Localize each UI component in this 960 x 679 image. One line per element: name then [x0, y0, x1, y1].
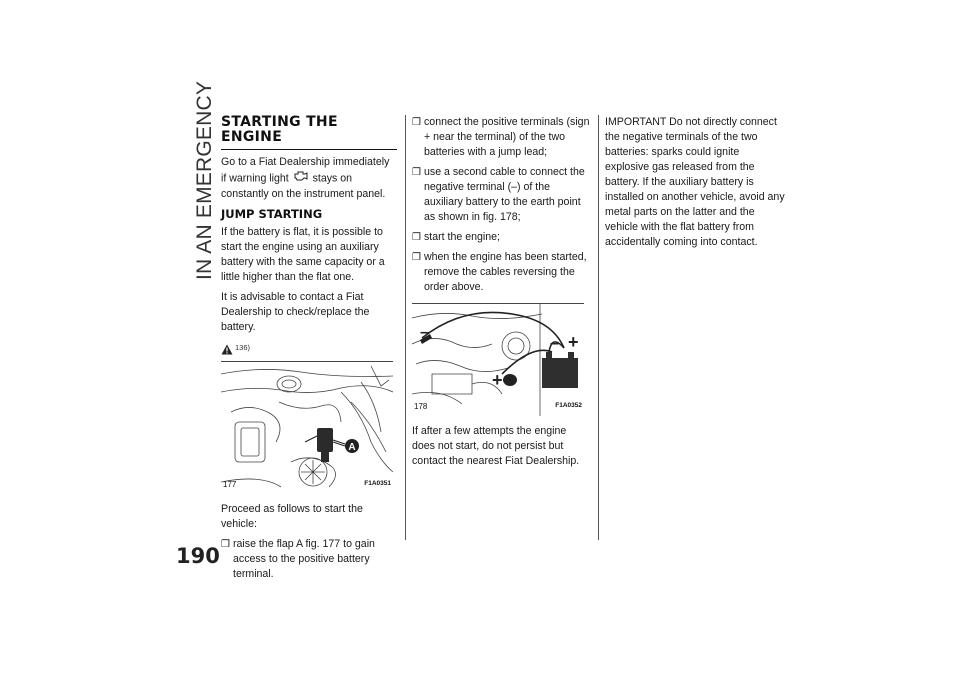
figure-177-engine-bay [221, 361, 393, 494]
column-3 [605, 115, 785, 255]
paragraph: Proceed as follows to start the vehicle: [221, 503, 363, 530]
column-divider [598, 115, 599, 540]
intro-text-b: stays on constantly on the instrument panel. [221, 172, 386, 200]
checkbox-bullet-icon: ❒ [412, 117, 421, 128]
engine-warning-light-icon [293, 170, 309, 187]
paragraph: If after a few attempts the engine does not start, do not persist but contact the nearest Fiat Dealership. [412, 425, 580, 467]
figure-178-jump-leads [412, 303, 584, 416]
figure-code: F1A0351 [364, 480, 391, 487]
checkbox-bullet-icon: ❒ [412, 167, 421, 178]
intro-text-a: Go to a Fiat Dealership immediately if warning light [221, 156, 390, 185]
checkbox-bullet-icon: ❒ [412, 232, 421, 243]
list-item-text: start the engine; [424, 231, 500, 243]
checkbox-bullet-icon: ❒ [221, 539, 230, 550]
callout-a-label: A [348, 442, 356, 453]
list-item [412, 250, 590, 295]
list-item-text: connect the positive terminals (sign + near the terminal) of the two batteries with a jump lead; [424, 116, 590, 158]
svg-text:–: – [550, 335, 559, 352]
figure-number: 177 [223, 480, 237, 489]
list-item-text: raise the flap A fig. 177 to gain access to the positive battery terminal. [233, 538, 375, 580]
svg-text:–: – [420, 324, 429, 341]
svg-text:+: + [492, 370, 503, 390]
chapter-tab [173, 80, 216, 280]
subsection-title: JUMP STARTING [221, 207, 323, 221]
column-divider [405, 115, 406, 540]
warning-triangle-icon [221, 344, 233, 355]
warning-reference-number: 136) [235, 343, 251, 352]
list-item [412, 115, 590, 160]
paragraph: If the battery is flat, it is possible to start the engine using an auxiliary battery with the same capacity or a little higher than the flat one. [221, 226, 385, 283]
figure-code: F1A0352 [555, 402, 582, 409]
list-item [412, 230, 590, 245]
section-title: STARTING THE ENGINE [221, 115, 397, 150]
chapter-tab-label: IN AN EMERGENCY [193, 80, 216, 280]
list-item-text: use a second cable to connect the negative terminal (–) of the auxiliary battery to the earth point as shown in fig. 178; [424, 166, 585, 223]
important-paragraph: IMPORTANT Do not directly connect the negative terminals of the two batteries: sparks could ignite explosive gas released from the battery. If the auxiliary battery is installed on another vehicle, avoid any metal parts on the latter and the vehicle with the flat battery from accidentally coming into contact. [605, 116, 785, 248]
column-1 [221, 115, 397, 587]
warning-reference [221, 340, 397, 355]
list-item-text: when the engine has been started, remove the cables reversing the order above. [424, 251, 587, 293]
column-2 [412, 115, 590, 474]
figure-number: 178 [414, 402, 428, 411]
list-item [412, 165, 590, 225]
svg-text:+: + [568, 332, 579, 352]
page-number: 190 [176, 544, 220, 568]
list-item [221, 537, 397, 582]
intro-paragraph [221, 155, 397, 202]
checkbox-bullet-icon: ❒ [412, 252, 421, 263]
paragraph: It is advisable to contact a Fiat Dealership to check/replace the battery. [221, 291, 370, 333]
